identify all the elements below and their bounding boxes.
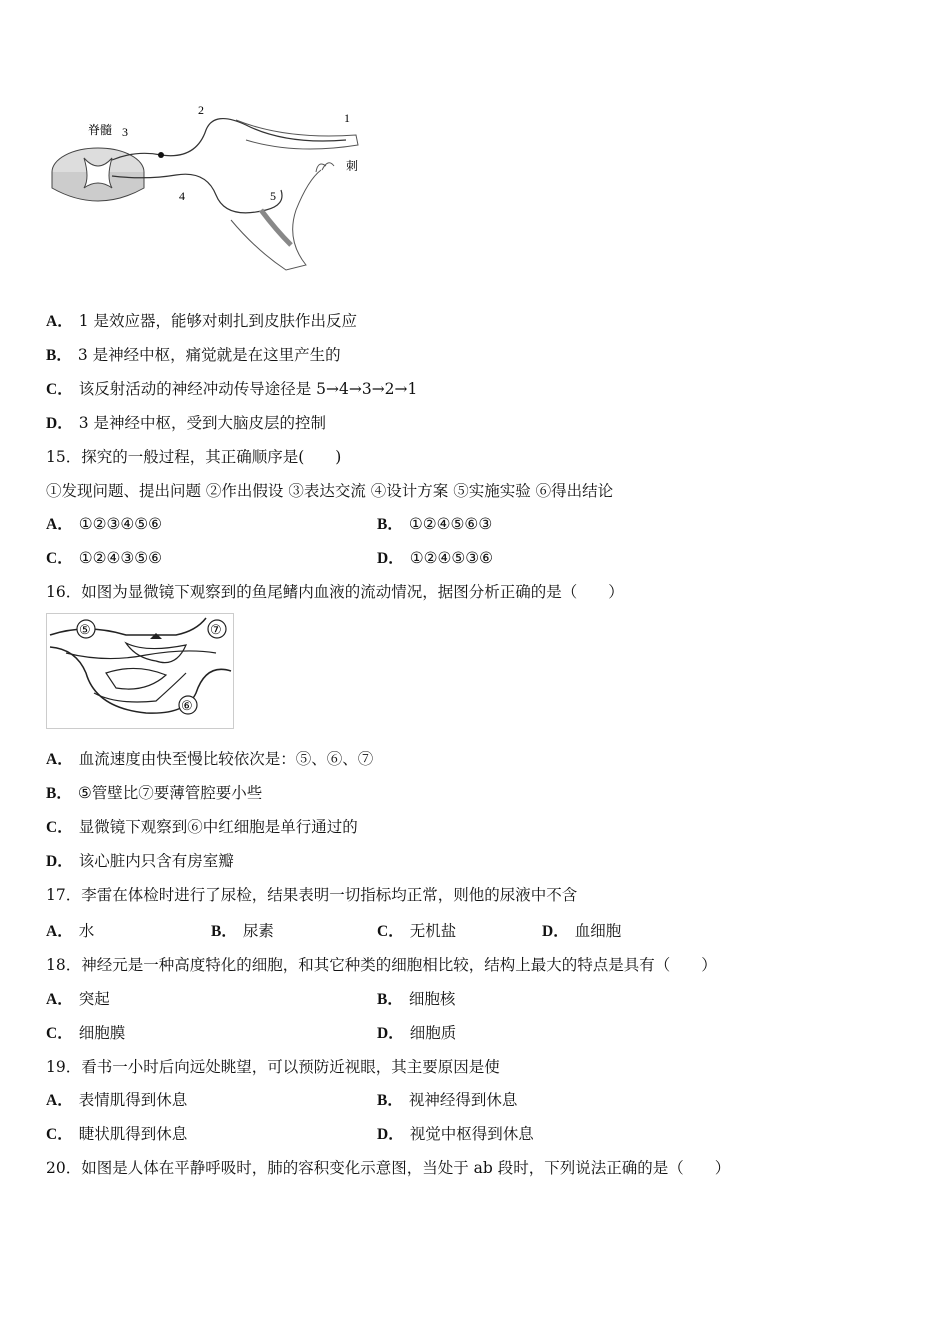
label-7-circle: ⑦ bbox=[210, 622, 222, 637]
q20-stem: 20．如图是人体在平静呼吸时，肺的容积变化示意图，当处于 ab 段时，下列说法正确的是（ ） bbox=[46, 1159, 731, 1177]
q18-option-d[interactable]: D． 细胞质 bbox=[377, 1024, 457, 1042]
stimulus-label: 刺 bbox=[346, 159, 359, 173]
q16-stem: 16．如图为显微镜下观察到的鱼尾鳍内血液的流动情况，据图分析正确的是（ ） bbox=[46, 583, 624, 601]
label-5-circle: ⑤ bbox=[79, 622, 91, 637]
q19-stem: 19．看书一小时后向远处眺望，可以预防近视眼，其主要原因是使 bbox=[46, 1058, 500, 1076]
q16-option-d[interactable]: D． 该心脏内只含有房室瓣 bbox=[46, 852, 234, 870]
label-1: 1 bbox=[344, 111, 350, 125]
q15-option-b[interactable]: B． ①②④⑤⑥③ bbox=[377, 515, 493, 533]
label-4: 4 bbox=[179, 189, 185, 203]
spinal-cord-label: 脊髓 bbox=[88, 123, 113, 137]
reflex-arc-figure bbox=[46, 100, 376, 275]
q19-option-b[interactable]: B． 视神经得到休息 bbox=[377, 1091, 518, 1109]
q15-stem: 15．探究的一般过程，其正确顺序是( ) bbox=[46, 448, 342, 466]
q17-option-d[interactable]: D． 血细胞 bbox=[542, 922, 622, 940]
label-2: 2 bbox=[198, 103, 204, 117]
q18-option-b[interactable]: B． 细胞核 bbox=[377, 990, 456, 1008]
blood-flow-figure bbox=[46, 613, 234, 729]
q15-option-d[interactable]: D． ①②④⑤③⑥ bbox=[377, 549, 494, 567]
q18-option-a[interactable]: A． 突起 bbox=[46, 990, 110, 1008]
q17-option-b[interactable]: B． 尿素 bbox=[211, 922, 274, 940]
q14-option-d[interactable]: D． 3 是神经中枢，受到大脑皮层的控制 bbox=[46, 414, 326, 432]
q19-option-d[interactable]: D． 视觉中枢得到休息 bbox=[377, 1125, 534, 1143]
label-3: 3 bbox=[122, 125, 128, 139]
q17-option-a[interactable]: A． 水 bbox=[46, 922, 95, 940]
q15-steps: ①发现问题、提出问题 ②作出假设 ③表达交流 ④设计方案 ⑤实施实验 ⑥得出结论 bbox=[46, 482, 614, 500]
q14-option-a[interactable]: A． 1 是效应器，能够对刺扎到皮肤作出反应 bbox=[46, 312, 357, 330]
q15-option-c[interactable]: C． ①②④③⑤⑥ bbox=[46, 549, 163, 567]
q16-option-a[interactable]: A． 血流速度由快至慢比较依次是：⑤、⑥、⑦ bbox=[46, 750, 374, 768]
q16-option-c[interactable]: C． 显微镜下观察到⑥中红细胞是单行通过的 bbox=[46, 818, 358, 836]
q18-stem: 18．神经元是一种高度特化的细胞，和其它种类的细胞相比较，结构上最大的特点是具有（ ） bbox=[46, 956, 717, 974]
q15-option-a[interactable]: A． ①②③④⑤⑥ bbox=[46, 515, 163, 533]
q14-option-b[interactable]: B． 3 是神经中枢，痛觉就是在这里产生的 bbox=[46, 346, 341, 364]
q14-option-c[interactable]: C． 该反射活动的神经冲动传导途径是 5→4→3→2→1 bbox=[46, 380, 418, 398]
label-5: 5 bbox=[270, 189, 276, 203]
q18-option-c[interactable]: C． 细胞膜 bbox=[46, 1024, 126, 1042]
q16-option-b[interactable]: B． ⑤管壁比⑦要薄管腔要小些 bbox=[46, 784, 263, 802]
q17-stem: 17．李雷在体检时进行了尿检，结果表明一切指标均正常，则他的尿液中不含 bbox=[46, 886, 578, 904]
q19-option-c[interactable]: C． 睫状肌得到休息 bbox=[46, 1125, 188, 1143]
label-6-circle: ⑥ bbox=[181, 698, 193, 713]
q17-option-c[interactable]: C． 无机盐 bbox=[377, 922, 457, 940]
q19-option-a[interactable]: A． 表情肌得到休息 bbox=[46, 1091, 188, 1109]
